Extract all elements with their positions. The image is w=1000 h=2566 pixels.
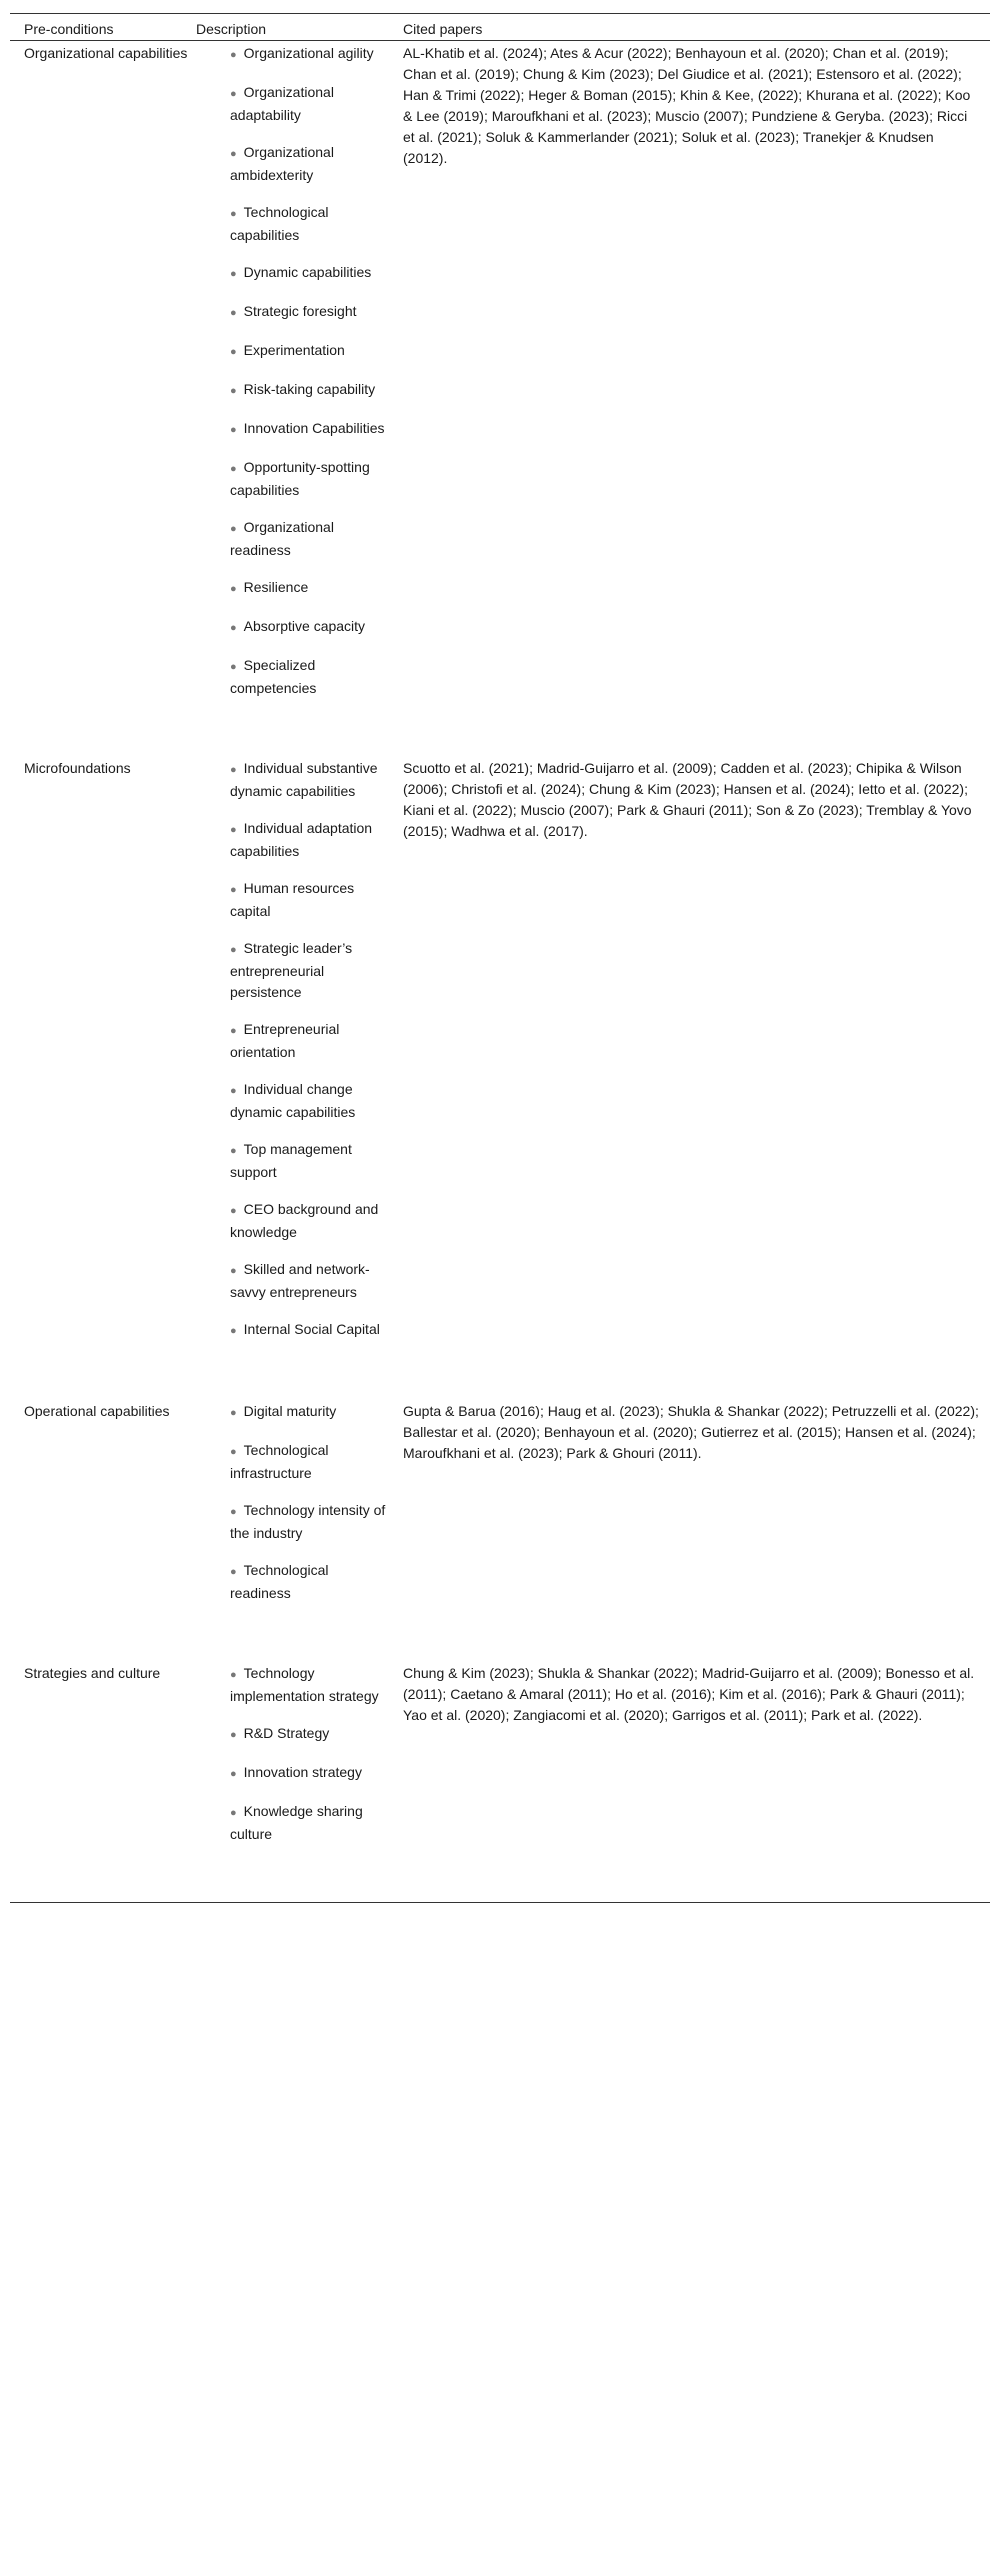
description-item-text: Resilience: [243, 579, 309, 595]
bullet-icon: ●: [230, 824, 237, 836]
description-item-text: Individual change dynamic capabilities: [230, 1081, 356, 1120]
description-list-item: [230, 1139, 387, 1183]
description-cell: [190, 41, 393, 757]
description-list-item: [230, 616, 387, 639]
description-list-item: [230, 1079, 387, 1123]
description-item-text: Technological infrastructure: [230, 1442, 329, 1481]
description-item-text: Knowledge sharing culture: [230, 1803, 363, 1842]
table-row: [10, 1399, 990, 1661]
description-item-text: Technology intensity of the industry: [230, 1502, 386, 1541]
bullet-icon: ●: [230, 583, 237, 595]
description-item-text: Technology implementation strategy: [230, 1665, 379, 1704]
bullet-icon: ●: [230, 385, 237, 397]
bullet-icon: ●: [230, 307, 237, 319]
header-row: [10, 14, 990, 41]
description-list: [196, 758, 387, 1398]
description-list-item: [230, 1560, 387, 1604]
bullet-icon: ●: [230, 1407, 237, 1419]
description-list-item: [230, 43, 387, 66]
bullet-icon: ●: [230, 1768, 237, 1780]
bullet-icon: ●: [230, 1446, 237, 1458]
bullet-icon: ●: [230, 1325, 237, 1337]
bullet-icon: ●: [230, 1807, 237, 1819]
description-item-text: Technological capabilities: [230, 204, 329, 243]
description-item-text: R&D Strategy: [243, 1725, 330, 1741]
preconditions-table: [10, 13, 990, 1903]
description-list-item: [230, 142, 387, 186]
description-list-item: [230, 262, 387, 285]
description-cell: [190, 1661, 393, 1903]
bullet-icon: ●: [230, 49, 237, 61]
description-list-item: [230, 457, 387, 501]
description-list-item: [230, 379, 387, 402]
description-item-text: Organizational agility: [243, 45, 374, 61]
precondition-cell: Operational capabilities: [24, 1403, 170, 1419]
description-list-item: [230, 818, 387, 862]
description-item-text: Internal Social Capital: [243, 1321, 380, 1337]
description-list-item: [230, 1259, 387, 1303]
description-list-item: [230, 878, 387, 922]
bullet-icon: ●: [230, 1729, 237, 1741]
description-item-text: Organizational adaptability: [230, 84, 334, 123]
description-list-item: [230, 1199, 387, 1243]
table-row: [10, 41, 990, 757]
description-list: [196, 1401, 387, 1660]
description-item-text: Strategic leader’s entrepreneurial persistence: [230, 940, 353, 1000]
description-item-text: Specialized competencies: [230, 657, 317, 696]
description-item-text: Digital maturity: [243, 1403, 337, 1419]
bullet-icon: ●: [230, 884, 237, 896]
table-header: [10, 14, 990, 41]
description-list-item: [230, 1723, 387, 1746]
precondition-cell: Organizational capabilities: [24, 45, 188, 61]
description-item-text: Risk-taking capability: [243, 381, 376, 397]
description-list-item: [230, 1319, 387, 1342]
header-preconditions: Pre-conditions: [10, 14, 190, 41]
description-list: [196, 1663, 387, 1901]
bullet-icon: ●: [230, 944, 237, 956]
description-item-text: Entrepreneurial orientation: [230, 1021, 340, 1060]
bullet-icon: ●: [230, 268, 237, 280]
bullet-icon: ●: [230, 1025, 237, 1037]
bullet-icon: ●: [230, 1085, 237, 1097]
bullet-icon: ●: [230, 1145, 237, 1157]
description-list-item: [230, 1762, 387, 1785]
bullet-icon: ●: [230, 1265, 237, 1277]
description-cell: [190, 1399, 393, 1661]
table-row: [10, 756, 990, 1399]
bullet-icon: ●: [230, 346, 237, 358]
description-item-text: Absorptive capacity: [243, 618, 366, 634]
description-cell: [190, 756, 393, 1399]
table-row: [10, 1661, 990, 1903]
description-list-item: [230, 1440, 387, 1484]
description-item-text: Innovation strategy: [243, 1764, 362, 1780]
description-list-item: [230, 340, 387, 363]
bullet-icon: ●: [230, 1669, 237, 1681]
cited-papers-cell: Gupta & Barua (2016); Haug et al. (2023); Shukla & Shankar (2022); Petruzzelli et al. (2022); Ballestar et al. (2020); Benhayoun et al. (2020); Gutierrez et al. (2015); Hansen et al. (2024); Maroufkhani et al. (2023); Park & Ghouri (2011).: [403, 1403, 979, 1461]
description-item-text: Dynamic capabilities: [243, 264, 372, 280]
description-list-item: [230, 418, 387, 441]
description-list-item: [230, 1401, 387, 1424]
description-list-item: [230, 938, 387, 1003]
description-item-text: Strategic foresight: [243, 303, 357, 319]
cited-papers-cell: AL-Khatib et al. (2024); Ates & Acur (2022); Benhayoun et al. (2020); Chan et al. (2019); Chan et al. (2019); Chung & Kim (2023); Del Giudice et al. (2021); Estensoro et al. (2022); Han & Trimi (2022); Heger & Boman (2015); Khin & Kee, (2022); Khurana et al. (2022); Koo & Lee (2019); Maroufkhani et al. (2023); Muscio (2007); Pundziene & Geryba. (2023); Ricci et al. (2021); Soluk & Kammerlander (2021); Soluk et al. (2023); Tranekjer & Knudsen (2012).: [403, 45, 971, 166]
description-list-item: [230, 1019, 387, 1063]
description-list-item: [230, 1500, 387, 1544]
description-list-item: [230, 655, 387, 699]
description-item-text: Skilled and network-savvy entrepreneurs: [230, 1261, 370, 1300]
cited-papers-cell: Scuotto et al. (2021); Madrid-Guijarro et al. (2009); Cadden et al. (2023); Chipika & Wilson (2006); Christofi et al. (2024); Chung & Kim (2023); Hansen et al. (2024); Ietto et al. (2022); Kiani et al. (2022); Muscio (2007); Park & Ghauri (2011); Son & Zo (2023); Tremblay & Yovo (2015); Wadhwa et al. (2017).: [403, 760, 972, 839]
description-list-item: [230, 1663, 387, 1707]
precondition-cell: Strategies and culture: [10, 1661, 190, 1903]
description-item-text: Opportunity-spotting capabilities: [230, 459, 370, 498]
bullet-icon: ●: [230, 764, 237, 776]
description-item-text: Technological readiness: [230, 1562, 329, 1601]
description-list-item: [230, 82, 387, 126]
description-item-text: Individual adaptation capabilities: [230, 820, 373, 859]
header-description: Description: [190, 14, 393, 41]
description-list-item: [230, 758, 387, 802]
bullet-icon: ●: [230, 661, 237, 673]
description-item-text: Organizational ambidexterity: [230, 144, 334, 183]
description-item-text: Innovation Capabilities: [243, 420, 385, 436]
description-item-text: Human resources capital: [230, 880, 355, 919]
bullet-icon: ●: [230, 523, 237, 535]
precondition-cell: Microfoundations: [24, 760, 131, 776]
description-item-text: Individual substantive dynamic capabilities: [230, 760, 378, 799]
bullet-icon: ●: [230, 622, 237, 634]
description-list-item: [230, 517, 387, 561]
table-body: [10, 41, 990, 1903]
bullet-icon: ●: [230, 424, 237, 436]
bullet-icon: ●: [230, 208, 237, 220]
bullet-icon: ●: [230, 1506, 237, 1518]
description-item-text: Top management support: [230, 1141, 352, 1180]
bullet-icon: ●: [230, 88, 237, 100]
description-list-item: [230, 202, 387, 246]
description-item-text: CEO background and knowledge: [230, 1201, 379, 1240]
description-list-item: [230, 301, 387, 324]
description-item-text: Experimentation: [243, 342, 345, 358]
bullet-icon: ●: [230, 1205, 237, 1217]
description-list-item: [230, 577, 387, 600]
preconditions-table-container: [10, 13, 990, 1903]
description-item-text: Organizational readiness: [230, 519, 334, 558]
bullet-icon: ●: [230, 463, 237, 475]
cited-papers-cell: Chung & Kim (2023); Shukla & Shankar (2022); Madrid-Guijarro et al. (2009); Bonesso et al. (2011); Caetano & Amaral (2011); Ho et al. (2016); Kim et al. (2016); Park & Ghauri (2011); Yao et al. (2020); Zangiacomi et al. (2020); Garrigos et al. (2011); Park et al. (2022).: [393, 1661, 990, 1903]
bullet-icon: ●: [230, 148, 237, 160]
bullet-icon: ●: [230, 1566, 237, 1578]
description-list: [196, 43, 387, 755]
header-cited-papers: Cited papers: [393, 14, 990, 41]
description-list-item: [230, 1801, 387, 1845]
